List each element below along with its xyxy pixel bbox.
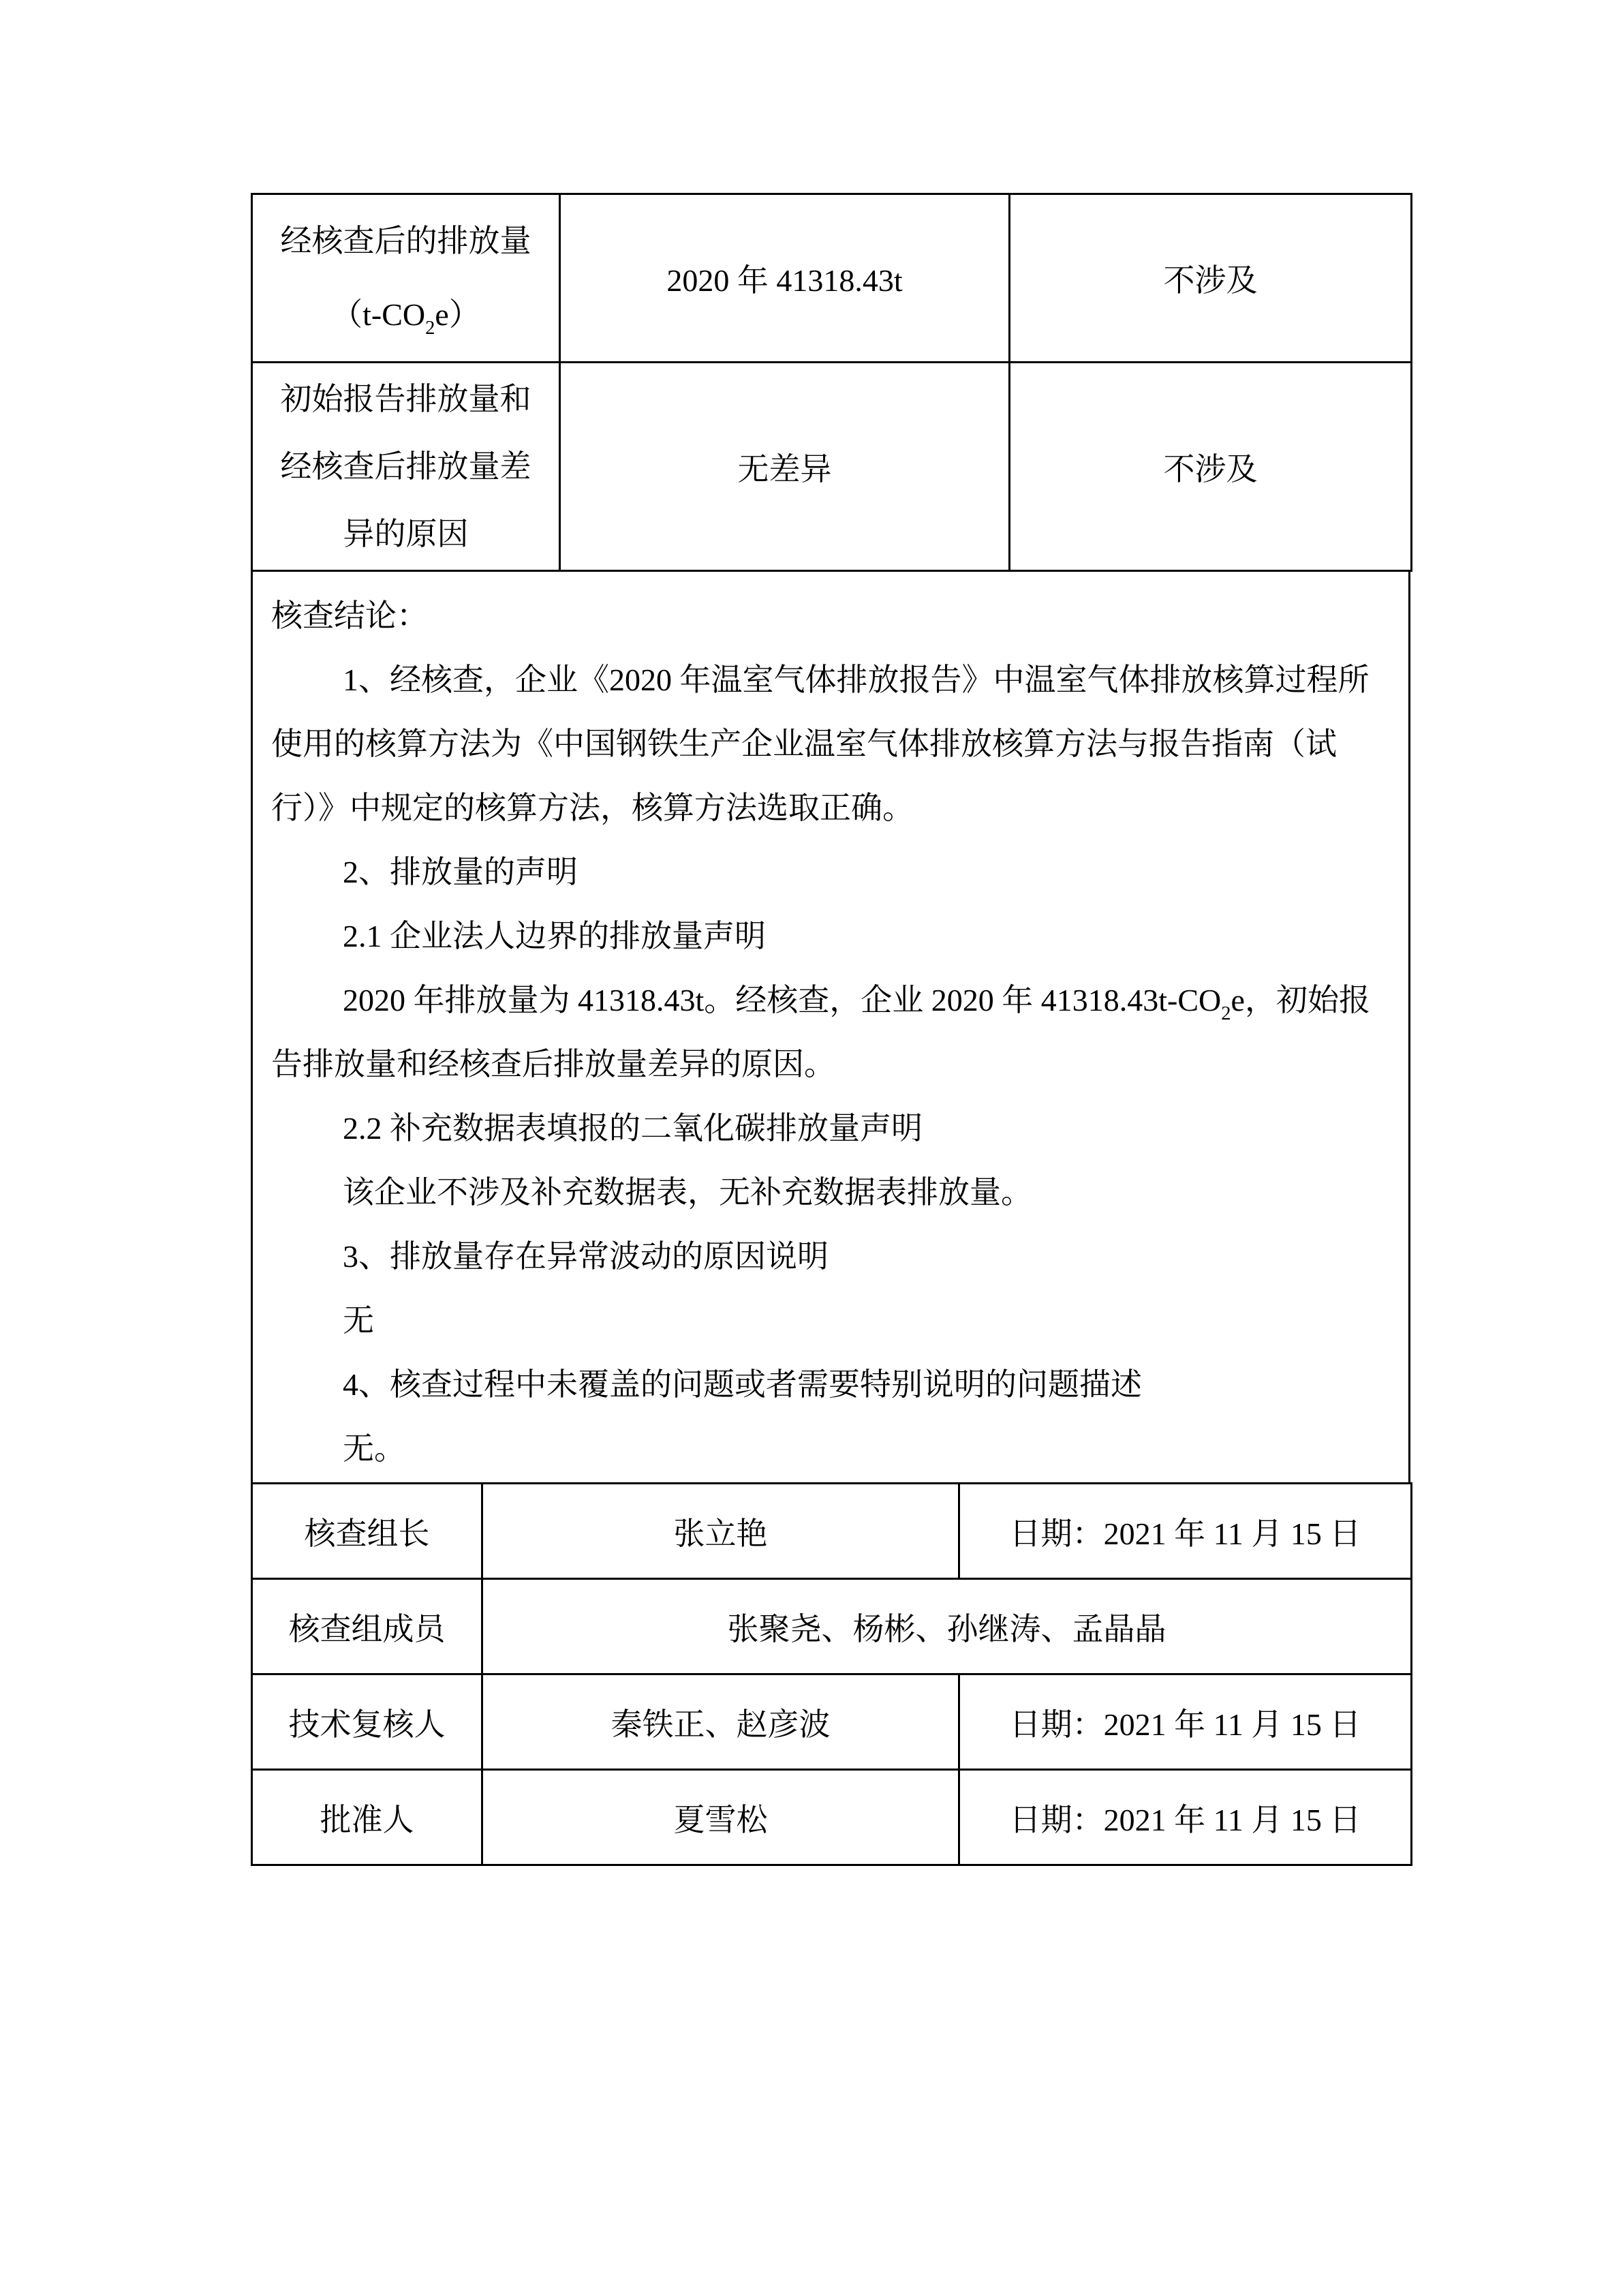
technical-reviewer-name-cell: 秦铁正、赵彦波 [482,1674,959,1770]
verified-emissions-label-line2 [253,278,559,352]
conclusion-line [271,968,1390,1032]
table-row [252,1484,1412,1579]
team-leader-date-cell: 日期：2021 年 11 月 15 日 [959,1484,1412,1579]
team-leader-name-cell: 张立艳 [482,1484,959,1579]
table-row [252,1674,1412,1770]
signature-table [251,1482,1412,1866]
conclusion-line: 2.1 企业法人边界的排放量声明 [343,919,766,953]
difference-reason-line1: 初始报告排放量和 [280,382,531,416]
conclusion-line: 使用的核算方法为《中国钢铁生产企业温室气体排放核算方法与报告指南（试 [271,726,1337,761]
technical-reviewer-date-cell: 日期：2021 年 11 月 15 日 [959,1674,1412,1770]
conclusion-line: 1、经核查，企业《2020 年温室气体排放报告》中温室气体排放核算过程所 [343,662,1370,697]
difference-reason-label-cell [252,363,560,571]
approver-name-cell: 夏雪松 [482,1770,959,1865]
verified-emissions-value-cell: 2020 年 41318.43t [560,194,1010,363]
conclusion-line: 该企业不涉及补充数据表，无补充数据表排放量。 [343,1175,1032,1210]
approver-date-cell: 日期：2021 年 11 月 15 日 [959,1770,1412,1865]
table-row [252,363,1412,571]
table-row [252,194,1412,363]
approver-role-cell: 批准人 [252,1770,482,1865]
emissions-summary-table [251,193,1412,572]
report-table-block [251,193,1410,1866]
emission-statement-post: e，初始报 [1231,983,1370,1017]
verified-emissions-label-cell [252,194,560,363]
difference-reason-line2: 经核查后排放量差 [280,449,531,484]
conclusion-line: 行）》中规定的核算方法，核算方法选取正确。 [271,791,914,825]
team-leader-role-cell: 核查组长 [252,1484,482,1579]
table-row [252,1770,1412,1865]
conclusion-line: 告排放量和经核查后排放量差异的原因。 [271,1047,835,1082]
technical-reviewer-role-cell: 技术复核人 [252,1674,482,1770]
team-members-role-cell: 核查组成员 [252,1579,482,1674]
unit-post: e） [435,297,480,332]
difference-reason-line3: 异的原因 [343,517,469,551]
verified-emissions-remark-cell: 不涉及 [1010,194,1412,363]
conclusion-line: 无 [343,1303,374,1338]
conclusion-line: 3、排放量存在异常波动的原因说明 [343,1239,829,1274]
difference-reason-value-cell: 无差异 [560,363,1010,571]
verification-conclusion-cell [251,570,1410,1484]
unit-pre: （t-CO [331,297,426,332]
conclusion-line: 4、核查过程中未覆盖的问题或者需要特别说明的问题描述 [343,1367,1142,1402]
conclusion-line: 2、排放量的声明 [343,855,578,889]
table-row [252,1579,1412,1674]
team-members-name-cell: 张聚尧、杨彬、孙继涛、孟晶晶 [482,1579,1412,1674]
unit-subscript: 2 [425,318,435,339]
conclusion-line: 2.2 补充数据表填报的二氧化碳排放量声明 [343,1111,923,1146]
emission-statement-subscript: 2 [1221,1003,1231,1025]
emission-statement-pre: 2020 年排放量为 41318.43t。经核查，企业 2020 年 41318.43t-CO [343,983,1222,1017]
verified-emissions-label-line1: 经核查后的排放量 [280,224,531,258]
conclusion-title: 核查结论： [271,598,428,633]
conclusion-line: 无。 [343,1431,405,1466]
difference-reason-remark-cell: 不涉及 [1010,363,1412,571]
